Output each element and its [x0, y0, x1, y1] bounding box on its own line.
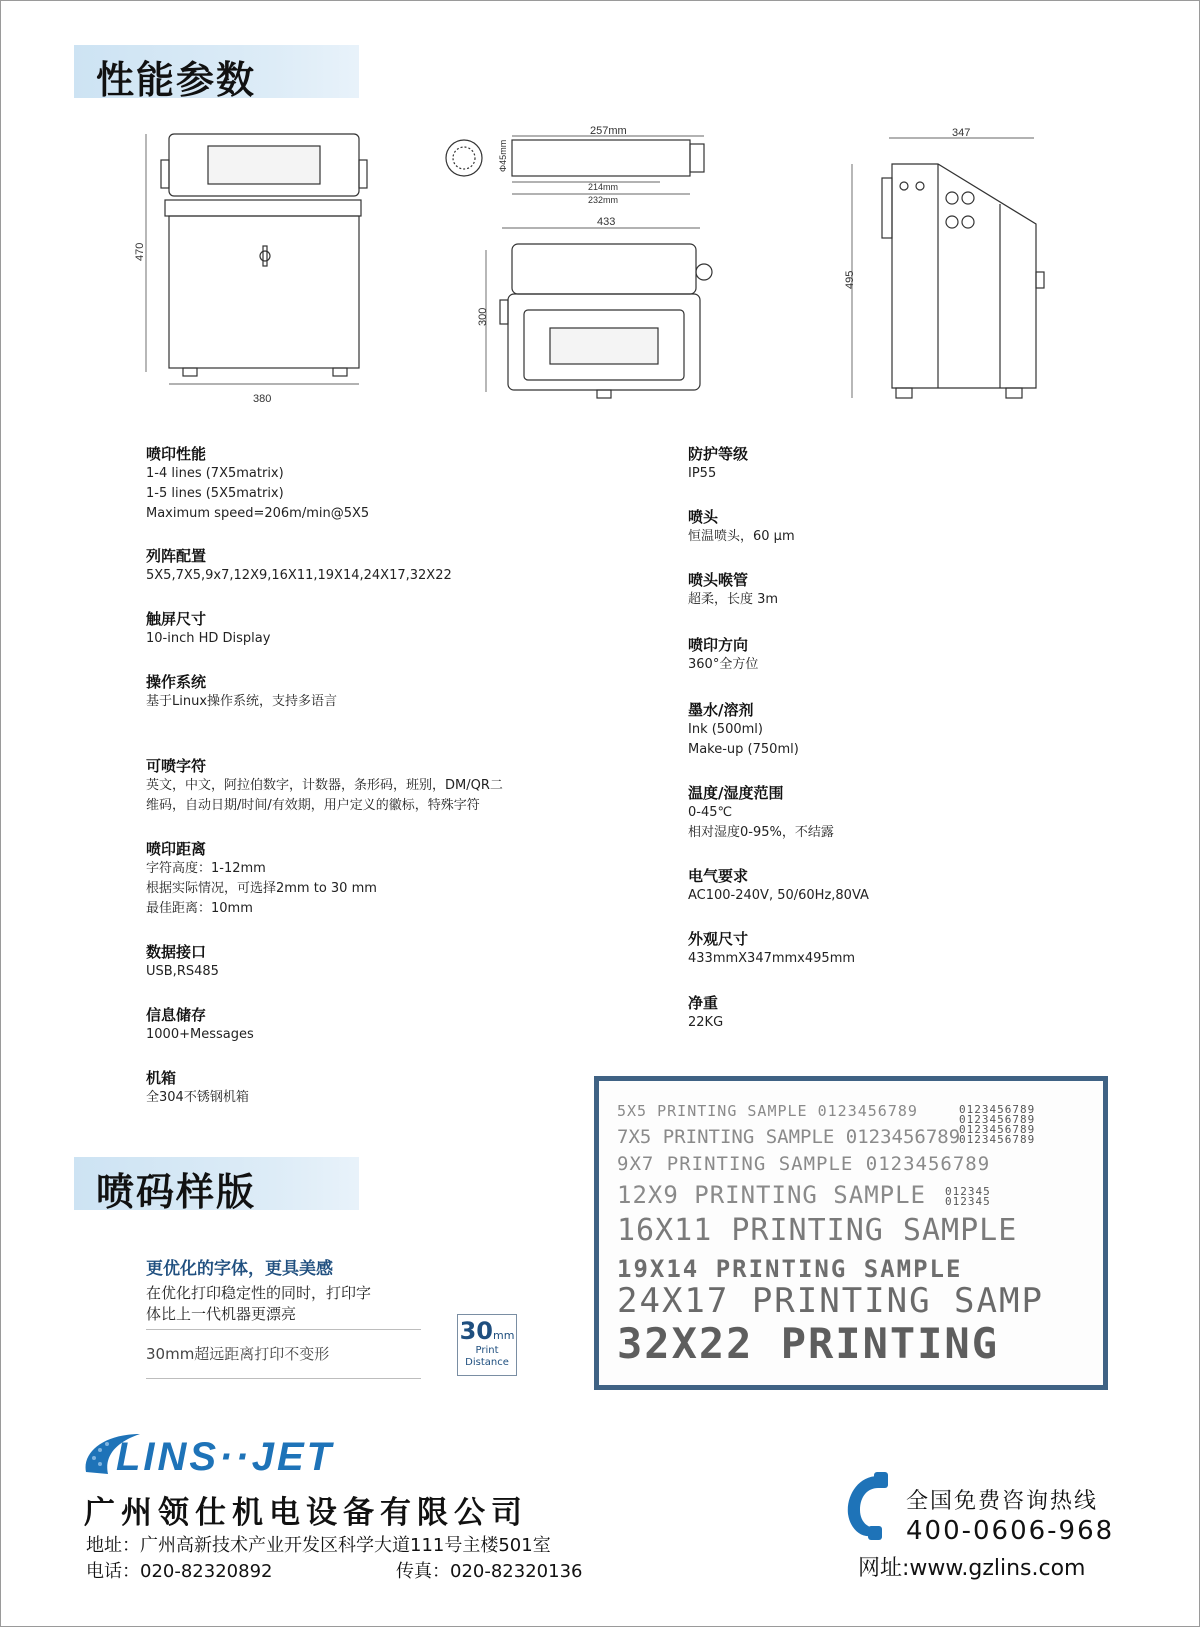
spec-title: 操作系统 — [146, 673, 207, 691]
spec-print-performance — [146, 444, 576, 524]
section-title-samples: 喷码样版 — [96, 1170, 257, 1214]
head-length-label: 257mm — [590, 125, 627, 137]
spec-line: 英文，中文，阿拉伯数字，计数器，条形码，班别，DM/QR二 — [146, 778, 503, 793]
side-depth-label: 347 — [952, 127, 971, 139]
company-name: 广州领仕机电设备有限公司 — [84, 1495, 528, 1531]
print-sample-19x14: 19X14 PRINTING SAMPLE — [617, 1255, 963, 1283]
spec-line: AC100-240V, 50/60Hz,80VA — [688, 888, 869, 903]
section-title-performance: 性能参数 — [96, 58, 257, 102]
divider — [146, 1329, 421, 1330]
spec-line: 全304不锈钢机箱 — [146, 1090, 249, 1105]
feature-desc-line: 在优化打印稳定性的同时，打印字 — [146, 1284, 372, 1302]
spec-line: 433mmX347mmx495mm — [688, 951, 856, 966]
spec-line: 1000+Messages — [146, 1027, 254, 1042]
print-sample-24x17: 24X17 PRINTING SAMP — [617, 1281, 1044, 1321]
spec-title: 防护等级 — [688, 445, 749, 463]
side-height-label: 495 — [844, 270, 856, 289]
top-view-drawing — [486, 228, 712, 398]
spec-line: 字符高度：1-12mm — [146, 861, 266, 876]
spec-title: 数据接口 — [146, 943, 207, 961]
spec-title: 喷印方向 — [688, 636, 749, 654]
print-sample-9x7: 9X7 PRINTING SAMPLE 0123456789 — [617, 1153, 991, 1175]
spec-line: 1-4 lines (7X5matrix) — [146, 466, 284, 481]
spec-line: 维码，自动日期/时间/有效期，用户定义的徽标，特殊字符 — [146, 798, 480, 813]
spec-cabinet — [146, 1068, 576, 1108]
company-address: 地址：广州高新技术产业开发区科学大道111号主楼501室 — [86, 1535, 551, 1556]
spec-line: 5X5,7X5,9x7,12X9,16X11,19X14,24X17,32X22 — [146, 568, 452, 583]
spec-line: 基于Linux操作系统，支持多语言 — [146, 694, 338, 709]
section-banner-samples — [74, 1157, 359, 1214]
print-samples-panel — [594, 1076, 1108, 1390]
side-view-drawing — [852, 138, 1044, 398]
spec-title: 外观尺寸 — [688, 930, 749, 948]
phone-icon — [838, 1470, 900, 1542]
print-head-drawing — [446, 136, 704, 194]
spec-title: 喷头 — [688, 508, 719, 526]
technical-drawings — [0, 110, 1200, 420]
print-sample-12x9: 12X9 PRINTING SAMPLE — [617, 1181, 926, 1209]
front-height-label: 470 — [134, 242, 146, 261]
spec-title: 温度/湿度范围 — [688, 784, 784, 802]
hotline-number[interactable]: 400-0606-968 — [906, 1516, 1115, 1546]
print-distance-badge — [457, 1314, 517, 1376]
spec-line: 超柔，长度 3m — [688, 592, 779, 607]
spec-message-storage — [146, 1005, 576, 1045]
spec-temp-humidity — [688, 783, 1118, 843]
spec-screen-size — [146, 609, 576, 649]
spec-line: Ink (500ml) — [688, 722, 763, 737]
spec-line: 最佳距离：10mm — [146, 901, 253, 916]
spec-line: 10-inch HD Display — [146, 631, 271, 646]
sample-digits-row: 0123456789 — [959, 1113, 1036, 1126]
print-sample-5x5: 5X5 PRINTING SAMPLE 0123456789 — [617, 1102, 918, 1120]
sample-small-digits-row: 012345 — [945, 1195, 991, 1208]
spec-ink-solvent — [688, 700, 1118, 760]
spec-title: 电气要求 — [688, 867, 749, 885]
top-height-label: 300 — [477, 307, 489, 326]
spec-title: 机箱 — [146, 1069, 177, 1087]
spec-line: 360°全方位 — [688, 657, 759, 672]
sample-digit-stack — [959, 1105, 1035, 1145]
spec-conduit — [688, 570, 1118, 610]
spec-title: 墨水/溶剂 — [688, 701, 754, 719]
badge-text: Distance — [465, 1357, 509, 1368]
sample-digits-row: 0123456789 — [959, 1123, 1036, 1136]
spec-title: 喷头喉管 — [688, 571, 749, 589]
sample-digits-row: 0123456789 — [959, 1103, 1036, 1116]
print-sample-32x22: 32X22 PRINTING — [617, 1319, 1000, 1368]
spec-title: 列阵配置 — [146, 547, 207, 565]
spec-title: 可喷字符 — [146, 757, 207, 775]
logo-text: LINS··JET — [116, 1435, 335, 1479]
spec-line: Make-up (750ml) — [688, 742, 799, 757]
badge-number: 30 — [459, 1317, 493, 1345]
spec-characters — [146, 756, 576, 816]
spec-net-weight — [688, 993, 1118, 1033]
front-width-label: 380 — [253, 393, 272, 405]
spec-electrical — [688, 866, 1118, 906]
company-phone: 电话：020-82320892 — [86, 1561, 273, 1582]
feature-title: 更优化的字体，更具美感 — [146, 1259, 333, 1279]
company-logo — [80, 1428, 410, 1482]
front-view-drawing — [146, 134, 367, 384]
divider — [146, 1378, 421, 1379]
spec-data-interface — [146, 942, 576, 982]
spec-line: 0-45℃ — [688, 805, 733, 820]
spec-title: 喷印距离 — [146, 840, 207, 858]
sample-small-digits-row: 012345 — [945, 1185, 991, 1198]
website-link[interactable]: 网址:www.gzlins.com — [858, 1556, 1086, 1581]
spec-title: 净重 — [688, 994, 719, 1012]
sample-small-digit-stack — [945, 1187, 991, 1207]
spec-protection-grade — [688, 444, 1118, 484]
spec-title: 触屏尺寸 — [146, 610, 207, 628]
print-sample-16x11: 16X11 PRINTING SAMPLE — [617, 1213, 1018, 1248]
head-diameter-label: Φ45mm — [498, 139, 508, 172]
top-width-label: 433 — [597, 216, 616, 228]
spec-print-distance — [146, 839, 576, 919]
section-banner-performance — [74, 45, 359, 102]
head-232-label: 232mm — [588, 195, 619, 205]
hotline-title: 全国免费咨询热线 — [906, 1489, 1099, 1514]
badge-text: Print — [475, 1345, 499, 1356]
spec-title: 喷印性能 — [146, 445, 207, 463]
spec-os — [146, 672, 576, 712]
spec-dimensions — [688, 929, 1118, 969]
spec-line: USB,RS485 — [146, 964, 219, 979]
spec-title: 信息储存 — [146, 1006, 207, 1024]
spec-nozzle — [688, 507, 1118, 547]
badge-unit: mm — [492, 1329, 515, 1342]
spec-line: IP55 — [688, 466, 717, 481]
head-214-label: 214mm — [588, 182, 619, 192]
company-fax: 传真：020-82320136 — [396, 1561, 583, 1582]
sample-digits-row: 0123456789 — [959, 1133, 1036, 1146]
badge-value — [458, 1317, 516, 1345]
spec-line: Maximum speed=206m/min@5X5 — [146, 506, 370, 521]
spec-print-direction — [688, 635, 1118, 675]
spec-line: 相对湿度0-95%，不结露 — [688, 825, 834, 840]
spec-line: 1-5 lines (5X5matrix) — [146, 486, 284, 501]
feature-note: 30mm超远距离打印不变形 — [146, 1345, 330, 1363]
feature-desc-line: 体比上一代机器更漂亮 — [146, 1305, 297, 1323]
spec-line: 恒温喷头，60 μm — [688, 529, 795, 544]
spec-matrix — [146, 546, 576, 586]
spec-line: 22KG — [688, 1015, 724, 1030]
spec-line: 根据实际情况，可选择2mm to 30 mm — [146, 881, 377, 896]
print-sample-7x5: 7X5 PRINTING SAMPLE 0123456789 — [617, 1126, 961, 1148]
